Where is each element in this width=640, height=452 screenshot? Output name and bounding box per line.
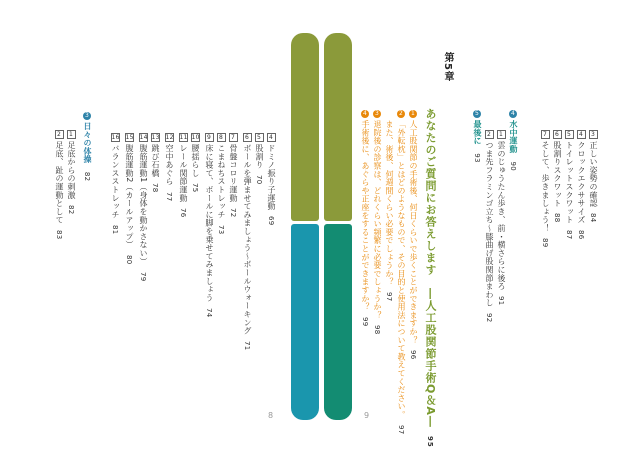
qa-item-page: 97 — [397, 424, 405, 435]
item-number-box: 15 — [125, 134, 134, 141]
left-item — [138, 133, 148, 281]
item-number-box: 3 — [589, 130, 598, 139]
left-item-text: 腰揺らし — [191, 144, 200, 178]
item-number-box: 7 — [541, 130, 550, 139]
left-item-text: ドミノ振り子運動 — [267, 144, 276, 211]
left-item-text: ボールを弾ませてみましょう～ボールウォーキング — [243, 144, 252, 335]
left-item — [150, 133, 160, 193]
left2-item-page: 82 — [67, 205, 75, 215]
item-number-box: 13 — [151, 134, 160, 141]
left-item-page: 69 — [267, 216, 275, 226]
left-item — [242, 133, 252, 350]
question-number-badge: 3 — [374, 110, 380, 117]
left-item-text: 床に寝て、ボールに脚を乗せてみましょう — [205, 144, 214, 302]
chapter-heading: あなたのご質問にお答えします ―人工股関節手術Q＆A―95 — [424, 108, 437, 448]
qa-item — [360, 110, 370, 326]
section5-heading: 5最後に 93 — [473, 110, 482, 163]
spine-bar-blue-left — [291, 224, 319, 420]
left-item-text: 腹筋運動2（カールアップ） — [125, 144, 134, 249]
left-item — [228, 133, 238, 218]
qa-item-text: また、術後、何週間くらい必要でしょうか？ — [385, 120, 394, 286]
right-item-text: クロックエクササイズ — [577, 141, 586, 224]
section3-heading: 3日々の体操 82 — [83, 112, 92, 182]
left-item-page: 72 — [229, 208, 237, 218]
item-number-box: 1 — [497, 130, 506, 139]
right-item-text: トイレットスクワット — [565, 141, 574, 224]
qa-item — [372, 110, 382, 335]
item-number-box: 5 — [255, 133, 264, 142]
item-number-box: 10 — [191, 134, 200, 141]
qa-item-text: 手術後に、あぐらや正座をすることができますか？ — [361, 120, 370, 311]
page-number-left: 8 — [268, 411, 274, 420]
qa-item-page: 96 — [409, 350, 417, 360]
right-item-page: 84 — [589, 213, 597, 223]
qa-item-text: 人工股関節の手術後、何日くらいで歩くことができますか？ — [409, 120, 418, 345]
item-number-box: 2 — [55, 130, 64, 139]
right-item-page: 89 — [541, 238, 549, 248]
left-item — [164, 133, 174, 201]
right-item — [496, 130, 506, 306]
left-item-page: 80 — [125, 255, 133, 265]
right-item — [484, 130, 494, 323]
qa-item-page: 97 — [385, 292, 393, 302]
item-number-box: 5 — [565, 130, 574, 139]
left-item — [190, 133, 200, 193]
left-item — [254, 133, 264, 184]
item-number-box: 7 — [229, 133, 238, 142]
item-number-box: 8 — [217, 133, 226, 142]
left2-item-text: 足底、趾の運動として — [55, 141, 64, 224]
left-item-text: 股割り — [255, 144, 264, 169]
right-item — [540, 130, 550, 248]
right-item-text: 股割りスクワット — [553, 141, 562, 208]
right-item-text: つま先フラミンゴ立ち～膝曲げ股関節まわし — [485, 141, 494, 307]
right-item-text: 正しい姿勢の確認 — [589, 141, 598, 208]
right-item — [576, 130, 586, 240]
left-item — [204, 133, 214, 317]
left-item-text: レール関節運動 — [179, 144, 188, 203]
left-item-text: 空中あぐら — [165, 144, 174, 186]
spine-bar-green-left — [291, 33, 319, 221]
left-item — [110, 133, 120, 234]
left-item-page: 78 — [151, 183, 159, 193]
qa-item-text: 「外転枕」とはどのようなもので、その目的と使用法について教えてください。 — [397, 120, 406, 419]
left-item-text: 骨盤コロリ運動 — [229, 144, 238, 203]
qa-item-page: 98 — [373, 325, 381, 335]
right-item-page: 91 — [497, 296, 505, 306]
left-item-page: 76 — [179, 208, 187, 218]
item-number-box: 2 — [485, 130, 494, 139]
item-number-box: 14 — [139, 134, 148, 141]
right-item-page: 92 — [485, 313, 493, 323]
item-number-box: 4 — [267, 133, 276, 142]
left-item-page: 79 — [139, 271, 147, 282]
section4-heading: 4水中運動 90 — [509, 110, 518, 172]
right-item-page: 87 — [565, 230, 573, 240]
left-item-page: 81 — [111, 224, 119, 235]
qa-item-text: 退院後の診察は、どれくらい頻繁に必要でしょうか？ — [373, 120, 382, 320]
item-number-box: 9 — [205, 133, 214, 142]
left-item-text: 腹筋運動1（身体を動かさない） — [139, 144, 148, 266]
left-item-page: 73 — [217, 224, 225, 235]
right-item — [552, 130, 562, 223]
item-number-box: 12 — [165, 134, 174, 141]
right-item — [588, 130, 598, 223]
right-item — [564, 130, 574, 240]
left-item-text: 跳び石橋 — [151, 144, 160, 178]
spine-bar-teal-right — [324, 224, 352, 420]
chapter-label: 第5章 — [442, 52, 453, 82]
page-number-right: 9 — [364, 411, 370, 420]
left-item-page: 74 — [205, 307, 213, 318]
spine-bar-green-right — [324, 33, 352, 221]
left-item — [216, 133, 226, 234]
left-item — [124, 133, 134, 265]
left-item — [178, 133, 188, 218]
left-item-text: バランスストレッチ — [111, 144, 120, 219]
left2-item-text: 足底からの刺激 — [67, 141, 76, 200]
right-item-text: そして、歩きましょう！ — [541, 141, 550, 233]
item-number-box: 6 — [243, 133, 252, 142]
left2-item-page: 83 — [55, 230, 63, 240]
chapter-heading-page: 95 — [426, 435, 434, 448]
qa-item-page: 99 — [361, 316, 369, 327]
question-number-badge: 1 — [410, 110, 416, 117]
left-item-text: こまねちストレッチ — [217, 144, 226, 219]
qa-item — [396, 110, 406, 434]
right-item-page: 86 — [577, 230, 585, 240]
right-item-text: 雲のじゅうたん歩き、前・横さらに後ろ — [497, 141, 506, 291]
left-item-page: 71 — [243, 340, 251, 351]
left-item — [266, 133, 276, 226]
left2-item — [54, 130, 64, 240]
qa-item — [408, 110, 418, 360]
item-number-box: 16 — [111, 134, 120, 141]
question-number-badge: 2 — [398, 110, 404, 117]
item-number-box: 1 — [67, 130, 76, 139]
left-item-page: 70 — [255, 174, 263, 185]
left-item-page: 77 — [165, 191, 173, 202]
item-number-box: 4 — [577, 130, 586, 139]
right-item-page: 88 — [553, 213, 561, 223]
left-item-page: 75 — [191, 183, 199, 193]
question-number-badge: 4 — [362, 110, 368, 117]
left2-item — [66, 130, 76, 215]
item-number-box: 6 — [553, 130, 562, 139]
item-number-box: 11 — [179, 134, 188, 141]
qa-item — [384, 120, 394, 302]
